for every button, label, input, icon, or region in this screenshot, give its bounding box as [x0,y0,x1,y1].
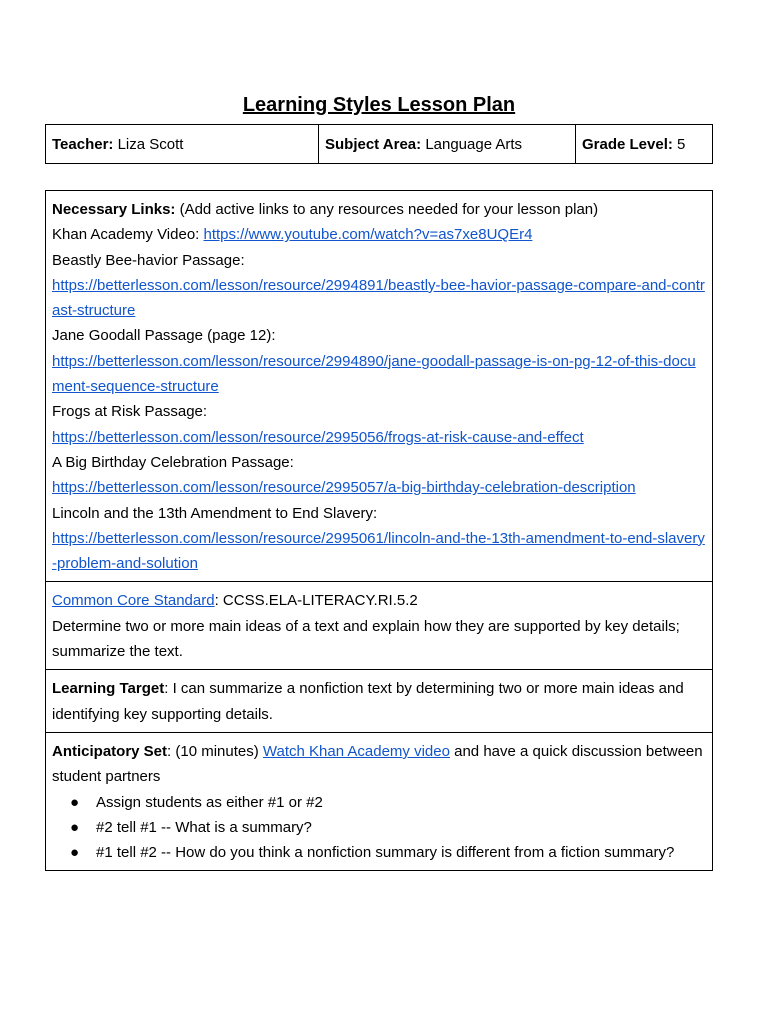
anticipatory-set-text: and have a quick discussion between student partners [52,742,703,786]
resource-label: Frogs at Risk Passage: [52,403,208,421]
learning-target-label: Learning Target [52,680,165,698]
teacher-label: Teacher: [52,135,114,153]
resource-link[interactable]: https://betterlesson.com/lesson/resource/2995061/lincoln-and-the-13th-amendment-to-end-slavery-problem-and-solution [52,529,705,573]
grade-value: 5 [677,135,686,153]
bullet-icon: ● [70,844,80,862]
list-item [52,815,706,840]
list-item-text: Assign students as either #1 or #2 [96,793,323,811]
list-item-text: #2 tell #1 -- What is a summary? [96,818,312,836]
grade-label: Grade Level: [582,135,673,153]
learning-target-text: : I can summarize a nonfiction text by determining two or more main ideas and identifying key supporting details. [52,680,684,723]
grade-cell [576,125,713,164]
resource-label: Beastly Bee-havior Passage: [52,251,245,269]
resource-label: A Big Birthday Celebration Passage: [52,453,294,471]
anticipatory-bullet-list [52,790,706,866]
teacher-value: Liza Scott [117,135,184,153]
khan-video-label: Khan Academy Video: [52,226,200,244]
standard-code: : CCSS.ELA-LITERACY.RI.5.2 [214,592,418,610]
resource-label: Lincoln and the 13th Amendment to End Slavery: [52,504,378,522]
necessary-links-cell [46,191,713,582]
list-item-text: #1 tell #2 -- How do you think a nonfiction summary is different from a fiction summary? [96,844,675,862]
necessary-links-label: Necessary Links: [52,201,176,218]
resource-link[interactable]: https://betterlesson.com/lesson/resource/2994891/beastly-bee-havior-passage-compare-and-contrast-structure [52,276,705,320]
subject-value: Language Arts [425,135,523,153]
list-item [52,840,706,865]
khan-video-inline-link[interactable]: Watch Khan Academy video [262,742,450,760]
bullet-icon: ● [70,818,80,836]
resource-link[interactable]: https://betterlesson.com/lesson/resource/2995057/a-big-birthday-celebration-description [52,479,636,497]
resource-link[interactable]: https://betterlesson.com/lesson/resource/2995056/frogs-at-risk-cause-and-effect [52,428,584,446]
subject-label: Subject Area: [325,135,422,153]
anticipatory-set-cell [46,732,713,870]
page-title: Learning Styles Lesson Plan [242,94,516,116]
necessary-links-intro: (Add active links to any resources needed for your lesson plan) [179,201,599,218]
common-core-link[interactable]: Common Core Standard [52,592,215,610]
bullet-icon: ● [70,793,80,811]
header-table [45,124,713,164]
learning-target-cell [46,670,713,733]
resource-link[interactable]: https://betterlesson.com/lesson/resource/2994890/jane-goodall-passage-is-on-pg-12-of-this-document-sequence-structure [52,352,696,396]
list-item [52,790,706,815]
lesson-details-table [45,190,713,871]
teacher-cell [46,125,319,164]
subject-cell [319,125,576,164]
resource-label: Jane Goodall Passage (page 12): [52,327,276,345]
common-core-cell [46,582,713,670]
khan-video-link[interactable]: https://www.youtube.com/watch?v=as7xe8UQEr4 [203,226,533,244]
anticipatory-set-time: : (10 minutes) [167,742,259,760]
anticipatory-set-label: Anticipatory Set [52,742,168,760]
standard-text: Determine two or more main ideas of a text and explain how they are supported by key details; summarize the text. [52,617,680,661]
